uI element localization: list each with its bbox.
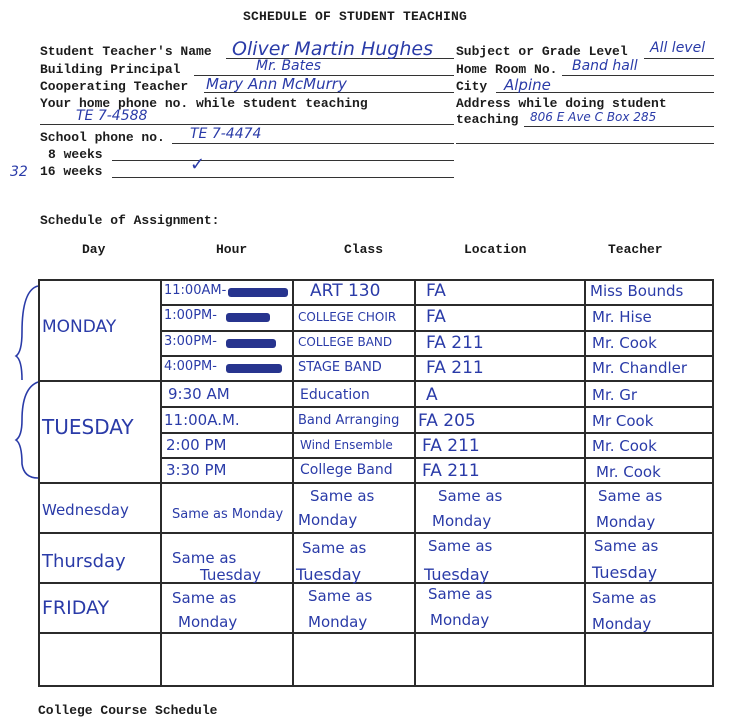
- label-home-phone: Your home phone no. while student teaching: [40, 96, 368, 111]
- thu-loc-1: Same as: [428, 537, 493, 555]
- mon-loc-2: FA: [426, 307, 446, 327]
- schedule-grid: [38, 279, 714, 687]
- mon-class-4: STAGE BAND: [298, 360, 382, 375]
- thu-class-2: Tuesday: [296, 565, 362, 584]
- col-class: Class: [344, 242, 384, 257]
- mon-teacher-1: Miss Bounds: [590, 282, 684, 300]
- thu-class-1: Same as: [302, 539, 367, 557]
- tue-hour-4: 3:30 PM: [166, 461, 227, 479]
- redaction-mark: [226, 339, 276, 348]
- mon-class-3: COLLEGE BAND: [298, 335, 393, 349]
- fri-loc-1: Same as: [428, 585, 493, 603]
- value-cooperating: Mary Ann McMurry: [206, 75, 347, 93]
- schedule-label: Schedule of Assignment:: [40, 213, 220, 228]
- fri-hour-2: Monday: [178, 613, 238, 631]
- value-principal: Mr. Bates: [256, 58, 322, 74]
- form-title: SCHEDULE OF STUDENT TEACHING: [243, 9, 468, 24]
- thu-teach-2: Tuesday: [592, 563, 658, 582]
- mon-class-2: COLLEGE CHOIR: [298, 310, 397, 324]
- value-student-teacher: Oliver Martin Hughes: [232, 38, 433, 60]
- label-city: City: [456, 79, 488, 94]
- wed-class-1: Same as: [310, 487, 375, 505]
- value-home-room: Band hall: [572, 58, 638, 74]
- label-16-weeks: 16 weeks: [40, 164, 103, 179]
- col-teacher: Teacher: [608, 242, 663, 257]
- value-home-phone: TE 7-4588: [76, 108, 148, 124]
- tue-hour-1: 9:30 AM: [168, 385, 230, 403]
- tue-loc-4: FA 211: [422, 461, 480, 481]
- thu-hour-1: Same as: [172, 549, 237, 567]
- college-course-schedule-label: College Course Schedule: [38, 703, 218, 718]
- value-school-phone: TE 7-4474: [190, 126, 262, 142]
- wed-loc-2: Monday: [432, 512, 492, 530]
- label-principal: Building Principal: [40, 62, 181, 77]
- fri-hour-1: Same as: [172, 589, 237, 607]
- fri-loc-2: Monday: [430, 611, 490, 629]
- tue-class-4: College Band: [300, 462, 393, 478]
- mon-loc-1: FA: [426, 281, 446, 301]
- tue-hour-3: 2:00 PM: [166, 436, 227, 454]
- value-subject: All level: [650, 40, 706, 56]
- mon-hour-1: 11:00AM-: [164, 283, 227, 298]
- tue-teacher-4: Mr. Cook: [596, 463, 661, 481]
- tue-hour-2: 11:00A.M.: [164, 411, 240, 429]
- wed-loc-1: Same as: [438, 487, 503, 505]
- redaction-mark: [226, 313, 270, 322]
- mon-hour-4: 4:00PM-: [164, 359, 217, 374]
- value-city: Alpine: [504, 76, 551, 94]
- mon-class-1: ART 130: [310, 281, 381, 301]
- label-cooperating: Cooperating Teacher: [40, 79, 189, 94]
- tue-loc-3: FA 211: [422, 436, 480, 456]
- day-tuesday: TUESDAY: [42, 415, 134, 439]
- mon-loc-3: FA 211: [426, 333, 484, 353]
- fri-class-2: Monday: [308, 613, 368, 631]
- mon-teacher-3: Mr. Cook: [592, 334, 657, 352]
- tue-loc-2: FA 205: [418, 411, 476, 431]
- value-16-weeks-check: ✓: [190, 154, 206, 175]
- wed-teach-2: Monday: [596, 513, 656, 531]
- tue-loc-1: A: [426, 385, 438, 405]
- mon-hour-3: 3:00PM-: [164, 334, 217, 349]
- fri-teach-2: Monday: [592, 615, 652, 633]
- col-hour: Hour: [216, 242, 248, 257]
- tue-class-1: Education: [300, 387, 370, 403]
- tue-teacher-2: Mr Cook: [592, 412, 654, 430]
- mon-teacher-2: Mr. Hise: [592, 308, 652, 326]
- value-address: 806 E Ave C Box 285: [530, 110, 657, 124]
- col-day: Day: [82, 242, 106, 257]
- thu-hour-2: Tuesday: [200, 566, 262, 584]
- col-location: Location: [464, 242, 527, 257]
- thu-teach-1: Same as: [594, 537, 659, 555]
- redaction-mark: [228, 288, 288, 297]
- label-school-phone: School phone no.: [40, 130, 165, 145]
- mon-hour-2: 1:00PM-: [164, 308, 217, 323]
- value-margin-note: 32: [10, 164, 28, 180]
- label-address-1: Address while doing student: [456, 96, 667, 111]
- label-student-teacher: Student Teacher's Name: [40, 44, 212, 59]
- mon-loc-4: FA 211: [426, 358, 484, 378]
- label-subject: Subject or Grade Level: [456, 44, 628, 59]
- fri-teach-1: Same as: [592, 589, 657, 607]
- label-home-room: Home Room No.: [456, 62, 558, 77]
- day-wednesday: Wednesday: [42, 501, 129, 519]
- redaction-mark: [226, 364, 282, 373]
- tue-teacher-1: Mr. Gr: [592, 386, 638, 404]
- wed-teach-1: Same as: [598, 487, 663, 505]
- wed-hour: Same as Monday: [172, 507, 284, 522]
- thu-loc-2: Tuesday: [424, 565, 490, 584]
- day-thursday: Thursday: [42, 551, 126, 572]
- day-friday: FRIDAY: [42, 597, 110, 619]
- label-8-weeks: 8 weeks: [48, 147, 103, 162]
- tue-teacher-3: Mr. Cook: [592, 437, 657, 455]
- day-monday: MONDAY: [42, 317, 117, 337]
- tue-class-2: Band Arranging: [298, 413, 400, 428]
- fri-class-1: Same as: [308, 587, 373, 605]
- wed-class-2: Monday: [298, 511, 358, 529]
- tue-class-3: Wind Ensemble: [300, 438, 393, 452]
- label-address-2: teaching: [456, 112, 519, 127]
- mon-teacher-4: Mr. Chandler: [592, 359, 688, 377]
